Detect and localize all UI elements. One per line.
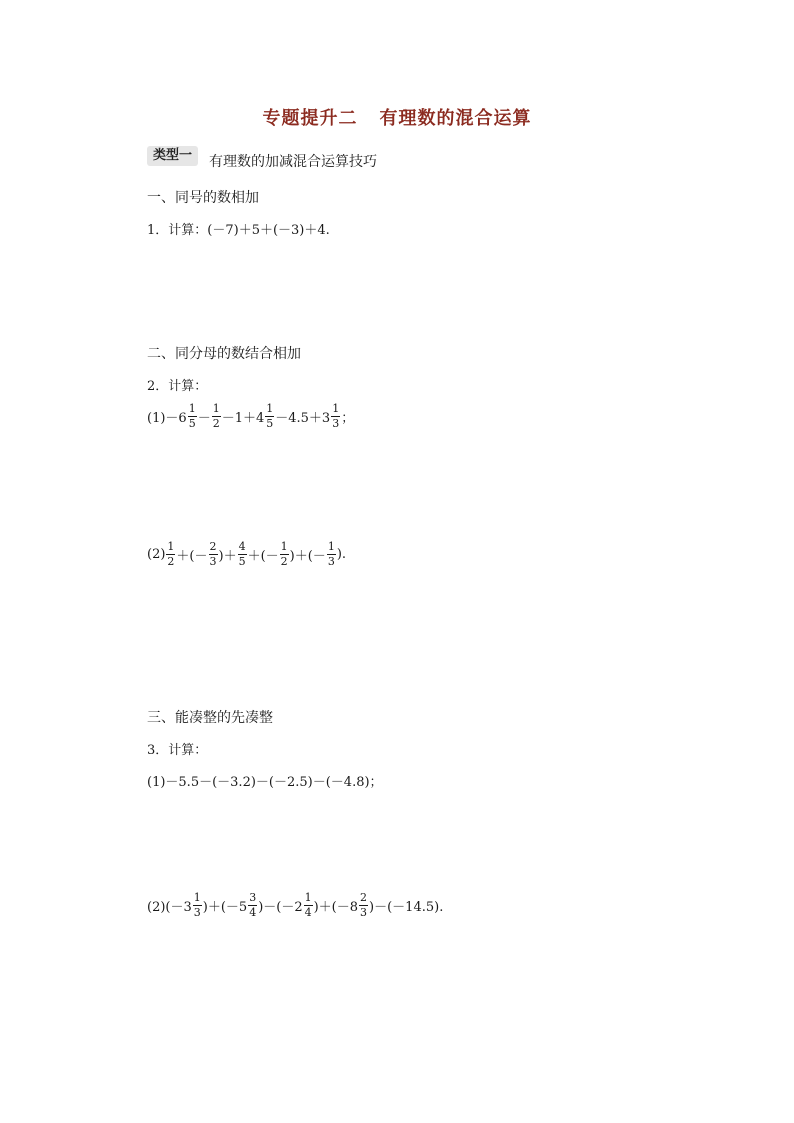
- text: )＋(－: [289, 549, 326, 564]
- type-tag: 类型一: [147, 146, 198, 166]
- page-title: [0, 104, 794, 130]
- problem-1-label: 1．计算：: [147, 223, 208, 238]
- fraction: $\frac{4}{5}$: [238, 540, 246, 568]
- problem-3-part-2: [147, 892, 443, 919]
- problem-1-expr: (－7)＋5＋(－3)＋4.: [207, 223, 330, 238]
- text: )＋: [218, 549, 237, 564]
- problem-2-part-2: [147, 541, 346, 568]
- text: －: [197, 411, 211, 426]
- text: )＋(－8: [313, 900, 359, 915]
- fraction: $\frac{1}{5}$: [266, 402, 274, 430]
- fraction: $\frac{1}{3}$: [193, 891, 201, 919]
- text: (2): [147, 547, 166, 562]
- text: －1＋4: [221, 411, 265, 426]
- section-1-heading: 一、同号的数相加: [147, 190, 259, 206]
- fraction: $\frac{1}{4}$: [304, 891, 312, 919]
- problem-3-part-1: (1)－5.5－(－3.2)－(－2.5)－(－4.8)；: [147, 775, 383, 790]
- text: (2)(－3: [147, 900, 192, 915]
- text: ＋(－: [247, 549, 279, 564]
- text: ).: [336, 547, 347, 562]
- problem-2-label: 2．计算：: [147, 379, 208, 394]
- fraction: $\frac{1}{2}$: [212, 402, 220, 430]
- fraction: $\frac{1}{3}$: [327, 540, 335, 568]
- text: ＋(－: [176, 549, 208, 564]
- fraction: $\frac{2}{3}$: [360, 891, 368, 919]
- section-2-heading: 二、同分母的数结合相加: [147, 346, 301, 362]
- text: (1)－6: [147, 411, 187, 426]
- fraction: $\frac{1}{2}$: [280, 540, 288, 568]
- fraction: $\frac{3}{4}$: [249, 891, 257, 919]
- title-sub: 有理数的混合运算: [379, 108, 532, 129]
- text: ；: [341, 411, 355, 426]
- text: －4.5＋3: [275, 411, 331, 426]
- problem-3-label: 3．计算：: [147, 743, 208, 758]
- type-title: 有理数的加减混合运算技巧: [209, 154, 377, 170]
- text: )＋(－5: [202, 900, 248, 915]
- title-main: 专题提升二: [262, 108, 358, 129]
- fraction: $\frac{1}{3}$: [332, 402, 340, 430]
- fraction: $\frac{1}{5}$: [188, 402, 196, 430]
- fraction: $\frac{2}{3}$: [209, 540, 217, 568]
- fraction: $\frac{1}{2}$: [167, 540, 175, 568]
- text: )－(－14.5).: [369, 900, 444, 915]
- section-3-heading: 三、能凑整的先凑整: [147, 710, 273, 726]
- problem-1: [147, 219, 330, 238]
- problem-2-part-1: [147, 403, 354, 430]
- text: )－(－2: [258, 900, 303, 915]
